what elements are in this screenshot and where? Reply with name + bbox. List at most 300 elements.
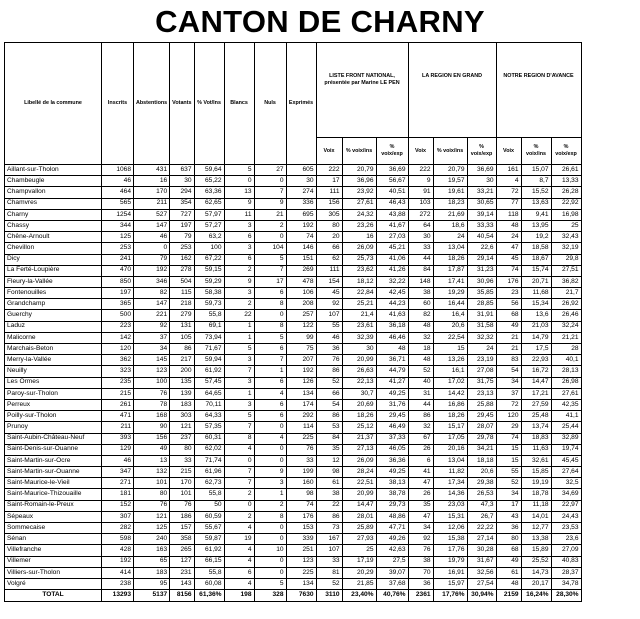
table-cell: 15,17: [433, 422, 467, 433]
table-cell: 211: [102, 422, 134, 433]
header-list-rg: LA REGION EN GRAND: [408, 43, 496, 138]
table-row: [5, 366, 582, 377]
results-table-container: [4, 42, 582, 602]
table-cell: 45: [496, 254, 521, 265]
table-cell: 35: [316, 444, 342, 455]
table-row: [5, 578, 582, 589]
table-row: [5, 377, 582, 388]
table-cell: 183: [170, 399, 194, 410]
table-cell: 22,6: [467, 243, 496, 254]
table-row: [5, 411, 582, 422]
table-cell: 25,21: [342, 299, 376, 310]
table-cell: 57,45: [194, 377, 224, 388]
table-cell: 27,93: [342, 534, 376, 545]
commune-name-cell: Fleury-la-Vallée: [5, 276, 102, 287]
table-cell: 55: [316, 321, 342, 332]
table-cell: 31,76: [376, 399, 408, 410]
table-cell: 30,96: [467, 276, 496, 287]
table-cell: 29,73: [376, 500, 408, 511]
table-cell: 38,13: [376, 478, 408, 489]
table-cell: 23,62: [342, 265, 376, 276]
header-abstentions: Abstentions: [134, 43, 170, 165]
table-cell: 59,15: [194, 265, 224, 276]
table-cell: 52: [408, 366, 433, 377]
table-cell: 45,21: [376, 243, 408, 254]
table-cell: 32: [408, 332, 433, 343]
table-cell: 36,36: [376, 455, 408, 466]
table-cell: 157: [170, 523, 194, 534]
table-cell: 38: [408, 556, 433, 567]
table-cell: 23,61: [342, 321, 376, 332]
table-cell: 223: [102, 321, 134, 332]
table-cell: 0: [224, 500, 254, 511]
table-row: [5, 534, 582, 545]
table-cell: 222: [316, 165, 342, 176]
table-row: [5, 422, 582, 433]
table-cell: 92: [316, 299, 342, 310]
table-cell: 33: [316, 556, 342, 567]
table-cell: 1: [224, 332, 254, 343]
table-cell: 28: [551, 344, 581, 355]
table-cell: 20,6: [433, 321, 467, 332]
table-cell: 32,43: [551, 232, 581, 243]
table-cell: 43: [496, 511, 521, 522]
table-cell: 127: [170, 556, 194, 567]
table-cell: 151: [286, 254, 316, 265]
table-cell: 274: [286, 187, 316, 198]
table-cell: 0: [134, 243, 170, 254]
table-cell: 101: [170, 489, 194, 500]
table-cell: 215: [102, 388, 134, 399]
header-rg-pct-exp: % voix/exp: [467, 138, 496, 165]
table-cell: 12,06: [433, 523, 467, 534]
table-cell: 19,2: [521, 232, 551, 243]
table-cell: 54: [496, 366, 521, 377]
table-cell: 6: [224, 567, 254, 578]
table-cell: 20,71: [521, 276, 551, 287]
table-cell: 59,29: [194, 276, 224, 287]
table-cell: 21: [496, 344, 521, 355]
table-cell: 500: [102, 310, 134, 321]
table-cell: 59,73: [194, 299, 224, 310]
table-cell: 13,74: [521, 422, 551, 433]
table-cell: 74: [496, 433, 521, 444]
header-rg-voix: Voix: [408, 138, 433, 165]
table-cell: 49,25: [376, 467, 408, 478]
table-cell: 74: [496, 265, 521, 276]
table-cell: 64,33: [194, 411, 224, 422]
table-cell: 354: [170, 198, 194, 209]
table-cell: 162: [170, 254, 194, 265]
table-cell: 32,24: [551, 321, 581, 332]
table-cell: 104: [254, 243, 286, 254]
table-cell: 13,26: [433, 355, 467, 366]
table-cell: 27,61: [551, 388, 581, 399]
table-cell: 7: [224, 478, 254, 489]
table-cell: 17,02: [433, 377, 467, 388]
table-cell: 49,26: [376, 534, 408, 545]
total-cell: 3110: [316, 590, 342, 602]
table-cell: 30,7: [342, 388, 376, 399]
table-cell: 18,23: [433, 198, 467, 209]
table-cell: 65: [134, 556, 170, 567]
header-fn-pct-exp: % voix/exp: [376, 138, 408, 165]
table-row: [5, 198, 582, 209]
table-cell: 21,37: [342, 433, 376, 444]
table-cell: 52: [496, 478, 521, 489]
table-cell: 30: [467, 176, 496, 187]
table-cell: 64: [408, 220, 433, 231]
results-table: [4, 42, 582, 602]
total-cell: 2159: [496, 590, 521, 602]
table-cell: 40,83: [551, 556, 581, 567]
table-cell: 70: [408, 567, 433, 578]
table-cell: 49,25: [376, 388, 408, 399]
table-cell: 40,54: [467, 232, 496, 243]
table-cell: 253: [170, 243, 194, 254]
table-cell: 42,63: [376, 545, 408, 556]
table-cell: 6: [254, 288, 286, 299]
table-cell: 48: [408, 355, 433, 366]
table-cell: 218: [170, 299, 194, 310]
table-cell: 7: [224, 422, 254, 433]
table-cell: 11,63: [521, 444, 551, 455]
table-cell: 81: [316, 567, 342, 578]
table-cell: 16,44: [433, 299, 467, 310]
table-cell: 33: [170, 455, 194, 466]
table-cell: 62,73: [194, 478, 224, 489]
table-cell: 6: [224, 232, 254, 243]
table-cell: 60: [408, 299, 433, 310]
table-cell: 52: [316, 377, 342, 388]
table-cell: 414: [102, 567, 134, 578]
table-cell: 76: [134, 500, 170, 511]
table-cell: 50: [194, 500, 224, 511]
total-cell: 30,94%: [467, 590, 496, 602]
table-cell: 48: [408, 321, 433, 332]
table-cell: 15,07: [521, 165, 551, 176]
table-cell: 65,22: [194, 176, 224, 187]
total-cell: 17,76%: [433, 590, 467, 602]
table-cell: 75: [286, 344, 316, 355]
table-cell: 20,79: [433, 165, 467, 176]
table-cell: 41,26: [376, 265, 408, 276]
commune-name-cell: Sommecaise: [5, 523, 102, 534]
table-cell: 5: [254, 332, 286, 343]
table-cell: 3: [224, 243, 254, 254]
table-cell: 8: [254, 299, 286, 310]
table-cell: 504: [170, 276, 194, 287]
table-cell: 84: [316, 433, 342, 444]
commune-name-cell: Malicorne: [5, 332, 102, 343]
table-cell: 4: [496, 176, 521, 187]
table-cell: 86: [316, 366, 342, 377]
table-cell: 28,01: [342, 511, 376, 522]
table-cell: 61: [316, 478, 342, 489]
table-cell: 83: [496, 355, 521, 366]
table-cell: 68: [496, 310, 521, 321]
table-cell: 7: [254, 265, 286, 276]
table-cell: 20: [316, 232, 342, 243]
table-cell: 45: [316, 288, 342, 299]
table-cell: 14,47: [342, 500, 376, 511]
table-cell: 17,87: [433, 265, 467, 276]
table-cell: 21: [496, 332, 521, 343]
table-cell: 17,41: [433, 276, 467, 287]
table-cell: 126: [286, 377, 316, 388]
table-cell: 92: [134, 321, 170, 332]
table-cell: 86: [170, 344, 194, 355]
table-cell: 217: [170, 355, 194, 366]
table-cell: 34: [408, 523, 433, 534]
table-cell: 23,92: [342, 187, 376, 198]
table-cell: 0: [224, 176, 254, 187]
commune-name-cell: Guerchy: [5, 310, 102, 321]
table-cell: 46: [102, 176, 134, 187]
commune-name-cell: Saint-Denis-sur-Ouanne: [5, 444, 102, 455]
table-cell: 11: [224, 209, 254, 220]
table-cell: 37,68: [376, 578, 408, 589]
total-cell: 7630: [286, 590, 316, 602]
commune-name-cell: Villemer: [5, 556, 102, 567]
table-cell: 0: [254, 567, 286, 578]
table-cell: 66,15: [194, 556, 224, 567]
table-cell: 16,98: [551, 209, 581, 220]
table-cell: 121: [134, 511, 170, 522]
table-cell: 63,2: [194, 232, 224, 243]
table-cell: 76: [408, 545, 433, 556]
table-cell: 362: [102, 355, 134, 366]
table-cell: 22,22: [467, 523, 496, 534]
table-cell: 241: [102, 254, 134, 265]
table-cell: 55: [496, 467, 521, 478]
table-cell: 265: [170, 545, 194, 556]
table-cell: 850: [102, 276, 134, 287]
table-cell: 79: [134, 254, 170, 265]
table-cell: 37,33: [376, 433, 408, 444]
table-cell: 26,53: [467, 489, 496, 500]
table-cell: 15,31: [433, 511, 467, 522]
table-cell: 637: [170, 165, 194, 176]
table-cell: 41,27: [376, 377, 408, 388]
table-cell: 120: [102, 344, 134, 355]
table-cell: 161: [496, 165, 521, 176]
table-cell: 61: [496, 567, 521, 578]
table-cell: 115: [170, 288, 194, 299]
table-cell: 47: [496, 243, 521, 254]
table-row: [5, 165, 582, 176]
header-nra-pct-exp: % voix/exp: [551, 138, 581, 165]
table-cell: 36,71: [376, 355, 408, 366]
header-list-fn: LISTE FRONT NATIONAL, présentée par Marine LE PEN: [316, 43, 408, 138]
table-cell: 305: [316, 209, 342, 220]
table-row: [5, 556, 582, 567]
table-cell: 39,07: [376, 567, 408, 578]
table-cell: 221: [134, 310, 170, 321]
table-cell: 84: [408, 265, 433, 276]
table-cell: 21,85: [342, 578, 376, 589]
table-cell: 74: [286, 500, 316, 511]
table-cell: 66: [316, 243, 342, 254]
table-cell: 15: [433, 344, 467, 355]
table-cell: 32,61: [521, 455, 551, 466]
table-cell: 186: [170, 511, 194, 522]
table-cell: 36,18: [376, 321, 408, 332]
total-cell: 16,24%: [521, 590, 551, 602]
header-pct-vot-ins: % Vot/Ins: [194, 43, 224, 165]
table-cell: 0: [254, 444, 286, 455]
table-cell: 77: [496, 198, 521, 209]
table-cell: 1: [224, 388, 254, 399]
table-cell: 79: [170, 232, 194, 243]
table-cell: 4: [224, 578, 254, 589]
commune-name-cell: Villiers-sur-Tholon: [5, 567, 102, 578]
table-cell: 30: [170, 176, 194, 187]
commune-name-cell: Saint-Maurice-Thizouaille: [5, 489, 102, 500]
table-cell: 15,97: [433, 578, 467, 589]
table-cell: 9: [224, 276, 254, 287]
table-cell: 142: [102, 332, 134, 343]
table-cell: 31,23: [467, 265, 496, 276]
table-cell: 231: [170, 567, 194, 578]
table-cell: 22,13: [342, 377, 376, 388]
table-cell: 27,64: [551, 467, 581, 478]
table-cell: 272: [408, 209, 433, 220]
table-cell: 60,31: [194, 433, 224, 444]
table-cell: 695: [286, 209, 316, 220]
total-row: [5, 590, 582, 602]
table-cell: 4: [224, 444, 254, 455]
table-cell: 21,4: [342, 310, 376, 321]
table-cell: 132: [134, 467, 170, 478]
table-cell: 40,51: [376, 187, 408, 198]
table-cell: 49: [496, 321, 521, 332]
table-cell: 46,49: [376, 422, 408, 433]
table-cell: 5: [224, 411, 254, 422]
table-cell: 11,18: [521, 500, 551, 511]
table-cell: 6: [254, 377, 286, 388]
table-cell: 41,1: [551, 411, 581, 422]
table-cell: 346: [134, 276, 170, 287]
table-cell: 192: [286, 220, 316, 231]
table-cell: 22,51: [342, 478, 376, 489]
table-cell: 106: [286, 288, 316, 299]
table-cell: 43,88: [376, 209, 408, 220]
table-row: [5, 433, 582, 444]
table-cell: 19,19: [521, 478, 551, 489]
table-cell: 33: [286, 455, 316, 466]
table-cell: 123: [134, 366, 170, 377]
table-cell: 57,27: [194, 220, 224, 231]
table-cell: 42,35: [551, 399, 581, 410]
table-cell: 32,19: [551, 243, 581, 254]
table-cell: 17: [316, 176, 342, 187]
table-cell: 44: [408, 399, 433, 410]
table-row: [5, 187, 582, 198]
table-cell: 61,92: [194, 545, 224, 556]
table-cell: 34: [134, 344, 170, 355]
table-cell: 44: [408, 254, 433, 265]
table-cell: 30,28: [467, 545, 496, 556]
table-row: [5, 243, 582, 254]
table-cell: 27,03: [376, 232, 408, 243]
table-cell: 32,39: [342, 332, 376, 343]
table-cell: 21,7: [551, 288, 581, 299]
table-cell: 32,56: [467, 567, 496, 578]
table-cell: 23,53: [551, 523, 581, 534]
table-cell: 34,78: [551, 578, 581, 589]
table-cell: 125: [102, 232, 134, 243]
table-cell: 23,26: [342, 220, 376, 231]
table-cell: 279: [170, 310, 194, 321]
table-cell: 15,34: [521, 299, 551, 310]
table-cell: 74: [286, 232, 316, 243]
table-cell: 168: [134, 411, 170, 422]
table-cell: 25,12: [342, 422, 376, 433]
table-cell: 59,94: [194, 355, 224, 366]
table-cell: 31,58: [467, 321, 496, 332]
table-cell: 26,61: [551, 165, 581, 176]
table-cell: 10: [254, 545, 286, 556]
table-cell: 253: [102, 243, 134, 254]
table-cell: 30: [342, 344, 376, 355]
table-cell: 30,65: [467, 198, 496, 209]
header-fn-voix: Voix: [316, 138, 342, 165]
table-cell: 57,97: [194, 209, 224, 220]
table-cell: 261: [102, 399, 134, 410]
header-row-top: [5, 43, 582, 138]
commune-name-cell: Merry-la-Vallée: [5, 355, 102, 366]
table-cell: 46: [134, 232, 170, 243]
table-cell: 225: [286, 433, 316, 444]
table-cell: 25,52: [521, 556, 551, 567]
table-cell: 146: [286, 243, 316, 254]
commune-name-cell: Chassy: [5, 220, 102, 231]
table-cell: 0: [254, 232, 286, 243]
table-cell: 34: [496, 489, 521, 500]
table-cell: 129: [102, 444, 134, 455]
table-cell: 27,5: [376, 556, 408, 567]
table-cell: 7: [254, 187, 286, 198]
total-cell: 2361: [408, 590, 433, 602]
header-nra-pct-ins: % voix/ins: [521, 138, 551, 165]
table-cell: 82: [408, 310, 433, 321]
table-cell: 86: [408, 411, 433, 422]
commune-name-cell: Chêne-Arnoult: [5, 232, 102, 243]
table-cell: 101: [134, 478, 170, 489]
table-cell: 27,14: [467, 534, 496, 545]
table-cell: 0: [254, 523, 286, 534]
header-rg-pct-ins: % voix/ins: [433, 138, 467, 165]
table-cell: 292: [286, 411, 316, 422]
table-cell: 2: [254, 500, 286, 511]
table-cell: 156: [134, 433, 170, 444]
table-cell: 100: [134, 377, 170, 388]
table-cell: 32,89: [551, 433, 581, 444]
table-cell: 0: [254, 310, 286, 321]
table-cell: 114: [286, 422, 316, 433]
table-cell: 20,6: [467, 467, 496, 478]
total-cell: 23,40%: [342, 590, 376, 602]
table-cell: 55,67: [194, 523, 224, 534]
table-cell: 48,86: [376, 511, 408, 522]
table-cell: 57,35: [194, 422, 224, 433]
table-cell: 25: [342, 545, 376, 556]
table-cell: 54: [316, 399, 342, 410]
table-cell: 36,82: [551, 276, 581, 287]
table-cell: 80: [496, 534, 521, 545]
table-cell: 152: [102, 500, 134, 511]
